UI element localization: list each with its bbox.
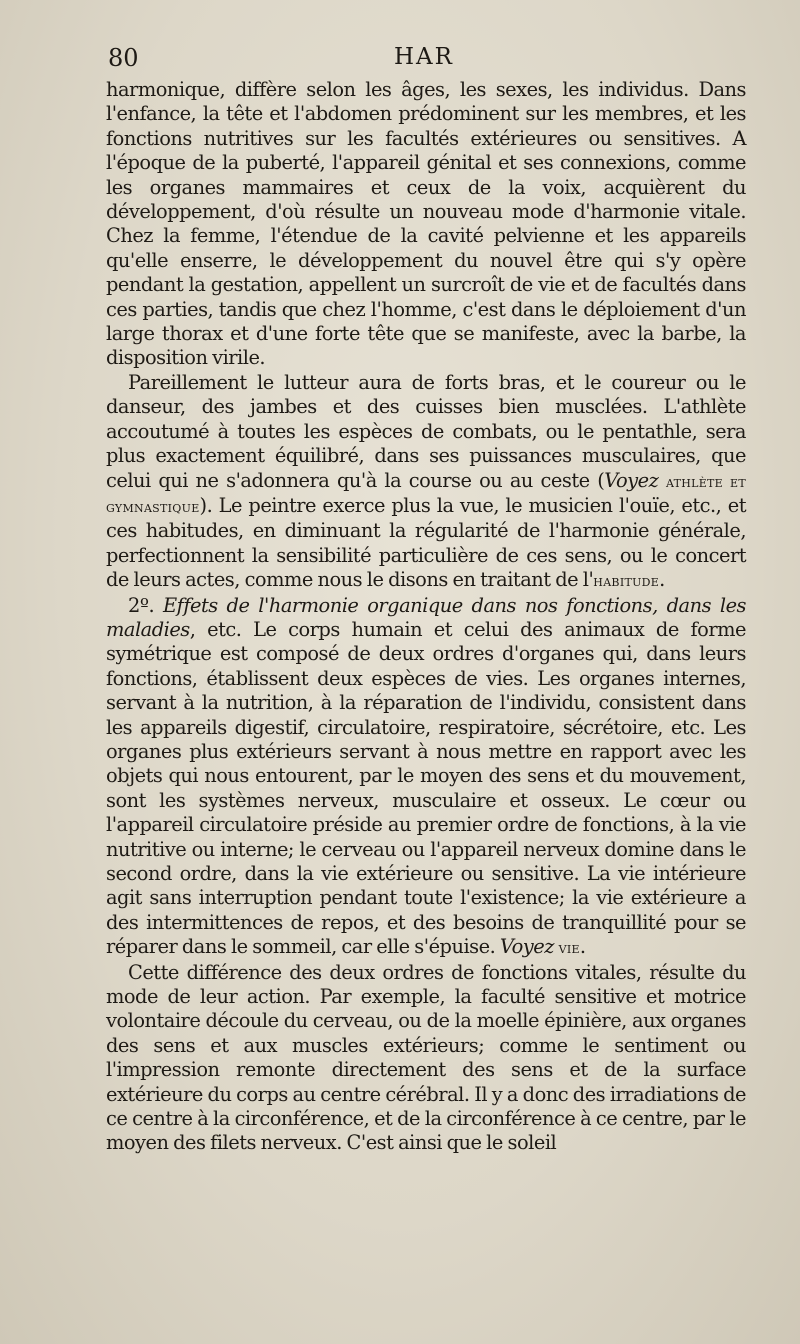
paragraph-3 (106, 594, 746, 961)
section-heading: Effets de l'harmonie organique dans nos fonctions, dans les maladies (106, 593, 746, 641)
paragraph-2-text: Pareillement le lutteur aura de forts bras, et le coureur ou le danseur, des jambes et des cuisses bien musclées. L'athlète accoutumé à toutes les espèces de combats, ou le pentathle, sera plus exactement équilibré, dans ses puissances musculaires, que celui qui ne s'adonnera qu'à la course ou au ceste ( (106, 370, 746, 492)
paragraph-4 (106, 961, 746, 1156)
cross-reference-habitude: habitude (593, 572, 660, 591)
cross-reference-vie: vie (558, 939, 580, 958)
cross-reference-athlete-gymnastique: athlète et gymnastique (106, 472, 746, 516)
page-header (108, 44, 748, 78)
running-head: HAR (394, 44, 454, 70)
paragraph-1-text: harmonique, diffère selon les âges, les sexes, les individus. Dans l'enfance, la tête et l'abdomen prédominent sur les membres, et les fonctions nutritives sur les facultés extérieures ou sensitives. A l'époque de la puberté, l'appareil génital et ses connexions, comme les organes mammaires et ceux de la voix, acquièrent du développement, d'où résulte un nouveau mode d'harmonie vitale. Chez la femme, l'étendue de la cavité pelvienne et les appareils qu'elle enserre, le développement du nouvel être qui s'y opère pendant la gestation, appellent un surcroît de vie et de facultés dans ces parties, tandis que chez l'homme, c'est dans le déploiement d'un large thorax et d'une forte tête que se manifeste, avec la barbe, la disposition virile. (106, 78, 746, 370)
body-text (106, 78, 746, 1156)
paragraph-2-text-continued: ). Le peintre exerce plus la vue, le musicien l'ouïe, etc., et ces habitudes, en diminuant la régularité de l'harmonie générale, perfectionnent la sensibilité particulière de ces sens, ou le concert de leurs actes, comme nous le disons en traitant de l' (106, 493, 746, 592)
paragraph-3-end: . (579, 935, 586, 959)
voyez-reference: Voyez (499, 935, 554, 959)
voyez-reference: Voyez (604, 468, 659, 492)
paragraph-3-text: , etc. Le corps humain et celui des animaux de forme symétrique est composé de deux ordres d'organes qui, dans leurs fonctions, établissent deux espèces de vies. Les organes internes, servant à la nutrition, à la réparation de l'individu, consistent dans les appareils digestif, circulatoire, respiratoire, sécrétoire, etc. Les organes plus extérieurs servant à nous mettre en rapport avec les objets qui nous entourent, par le moyen des sens et du mouvement, sont les systèmes nerveux, musculaire et osseux. Le cœur ou l'appareil circulatoire préside au premier ordre de fonctions, à la vie nutritive ou interne; le cerveau ou l'appareil nerveux domine dans le second ordre, dans la vie extérieure ou sensitive. La vie intérieure agit sans interruption pendant toute l'existence; la vie extérieure a des intermittences de repos, et des besoins de tranquillité pour se réparer dans le sommeil, car elle s'épuise. (106, 617, 746, 959)
paragraph-2 (106, 371, 746, 594)
section-number: 2º. (128, 593, 155, 617)
paragraph-4-text: Cette différence des deux ordres de fonctions vitales, résulte du mode de leur action. Par exemple, la faculté sensitive et motrice volontaire découle du cerveau, ou de la moelle épinière, aux organes des sens et aux muscles extérieurs; comme le sentiment ou l'impression remonte directement des sens et de la surface extérieure du corps au centre cérébral. Il y a donc des irradiations de ce centre à la circonférence, et de la circonférence à ce centre, par le moyen des filets nerveux. C'est ainsi que le soleil (106, 960, 746, 1155)
paragraph-2-end: . (659, 568, 665, 592)
page-number: 80 (108, 44, 139, 72)
paragraph-1 (106, 78, 746, 371)
